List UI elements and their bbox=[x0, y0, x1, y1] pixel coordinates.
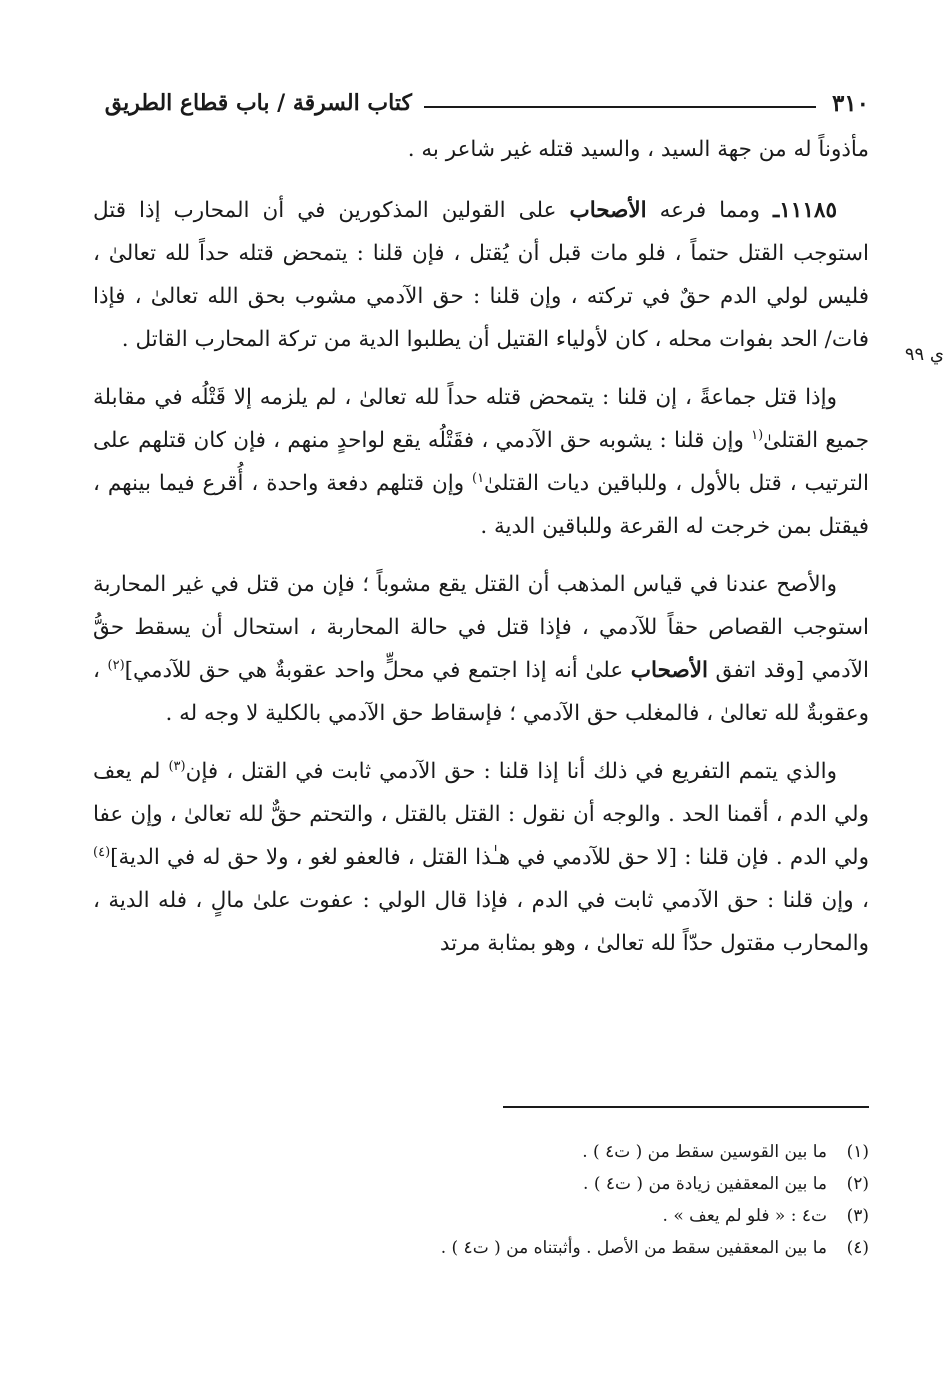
footnote-item bbox=[169, 1168, 869, 1200]
footnote-text: ت٤ : « فلو لم يعف » . bbox=[662, 1206, 827, 1226]
emphasized-term: الأصحاب bbox=[569, 198, 647, 223]
paragraph-completion bbox=[93, 750, 869, 965]
page-number: ٣١٠ bbox=[831, 89, 869, 117]
paragraph-text: لم يعف ولي الدم ، أقمنا الحد . والوجه أن نقول : القتل بالقتل ، والتحتم حقٌّ لله تعالىٰ ، وإن عفا ولي الدم . فإن قلنا : [لا حق للآدمي في هـٰذا القتل ، فالعفو لغو ، ولا حق له في الدية] bbox=[93, 759, 869, 870]
running-header bbox=[93, 86, 869, 120]
footnote-number: (٢) bbox=[846, 1174, 869, 1194]
footnote-marker: (١ bbox=[751, 427, 764, 443]
footnote-marker: (٣) bbox=[168, 758, 186, 774]
footnotes bbox=[169, 1136, 869, 1264]
paragraph-text: على القولين المذكورين في أن المحارب إذا قتل استوجب القتل حتماً ، فلو مات قبل أن يُقتل ، فإن قلنا : يتمحض قتله حداً لله تعالىٰ ، فليس لولي الدم حقٌ في تركته ، وإن قلنا : حق الآدمي مشوب بحق الله تعالىٰ ، فإذا فات/ الحد بفوات محله ، كان لأولياء القتيل أن يطلبوا الدية من تركة المحارب القاتل . bbox=[93, 198, 869, 352]
footnote-text: ما بين المعقفين زيادة من ( ت٤ ) . bbox=[583, 1174, 827, 1194]
paragraph-text: ، وإن قلنا : حق الآدمي ثابت في الدم ، فإذا قال الولي : عفوت علىٰ مالٍ ، فله الدية ، والمحارب مقتول حدّاً لله تعالىٰ ، وهو بمثابة مرتد bbox=[93, 888, 869, 956]
paragraph-text: مأذوناً له من جهة السيد ، والسيد قتله غير شاعر به . bbox=[407, 137, 869, 162]
footnote-item bbox=[169, 1232, 869, 1264]
footnote-item bbox=[169, 1136, 869, 1168]
footnote-number: (٣) bbox=[846, 1206, 869, 1226]
paragraph-text: وإذا قتل جماعةً ، إن قلنا : يتمحض قتله حداً لله تعالىٰ ، لم يلزمه إلا قَتْلُه في مقابلة جميع القتلىٰ bbox=[93, 385, 869, 453]
paragraph-1185 bbox=[93, 189, 869, 361]
paragraph-text: والأصح عندنا في قياس المذهب أن القتل يقع مشوباً ؛ فإن من قتل في غير المحاربة استوجب القصاص حقاً للآدمي ، فإذا قتل في حالة المحاربة ، استحال أن يسقط حقُّ الآدمي [وقد اتفق bbox=[93, 572, 869, 683]
paragraph-continuation bbox=[93, 128, 869, 171]
header-title: كتاب السرقة / باب قطاع الطريق bbox=[104, 90, 412, 116]
main-text bbox=[93, 128, 869, 980]
paragraph-text: وإن قتلهم دفعة واحدة ، أُقرع فيما بينهم ، فيقتل بمن خرجت له القرعة وللباقين الدية . bbox=[93, 471, 869, 539]
footnote-marker: ١) bbox=[471, 470, 485, 486]
paragraph-text: والذي يتمم التفريع في ذلك أنا إذا قلنا : حق الآدمي ثابت في القتل ، فإن bbox=[185, 759, 838, 784]
footnote-number: (١) bbox=[846, 1142, 869, 1162]
footnote-number: (٤) bbox=[846, 1238, 869, 1258]
footnote-marker: (٤) bbox=[93, 844, 111, 860]
emphasized-term: الأصحاب bbox=[630, 658, 708, 683]
issue-number: ١١١٨٥ـ bbox=[772, 198, 837, 223]
footnote-text: ما بين القوسين سقط من ( ت٤ ) . bbox=[582, 1142, 827, 1162]
paragraph-text: ومما فرعه bbox=[646, 198, 773, 223]
paragraph-text: ، وعقوبةٌ لله تعالىٰ ، فالمغلب حق الآدمي ؛ فإسقاط حق الآدمي بالكلية لا وجه له . bbox=[93, 658, 869, 726]
margin-page-marker: ي ٩٩ bbox=[904, 344, 944, 365]
footnote-marker: (٢) bbox=[107, 657, 125, 673]
footnote-text: ما بين المعقفين سقط من الأصل . وأثبتناه من ( ت٤ ) . bbox=[440, 1238, 827, 1258]
paragraph-text: وإن قلنا : يشوبه حق الآدمي ، فقَتْلُه يقع لواحدٍ منهم ، فإن كان قتلهم على الترتيب ، قتل بالأول ، وللباقين ديات القتلىٰ bbox=[93, 428, 869, 496]
paragraph-group-killing bbox=[93, 376, 869, 548]
footnote-item bbox=[169, 1200, 869, 1232]
header-rule bbox=[424, 106, 816, 108]
paragraph-correct-view bbox=[93, 563, 869, 735]
paragraph-text: علىٰ أنه إذا اجتمع في محلٍّ واحد عقوبةٌ هي حق للآدمي] bbox=[124, 658, 631, 683]
footnote-separator bbox=[503, 1106, 869, 1108]
